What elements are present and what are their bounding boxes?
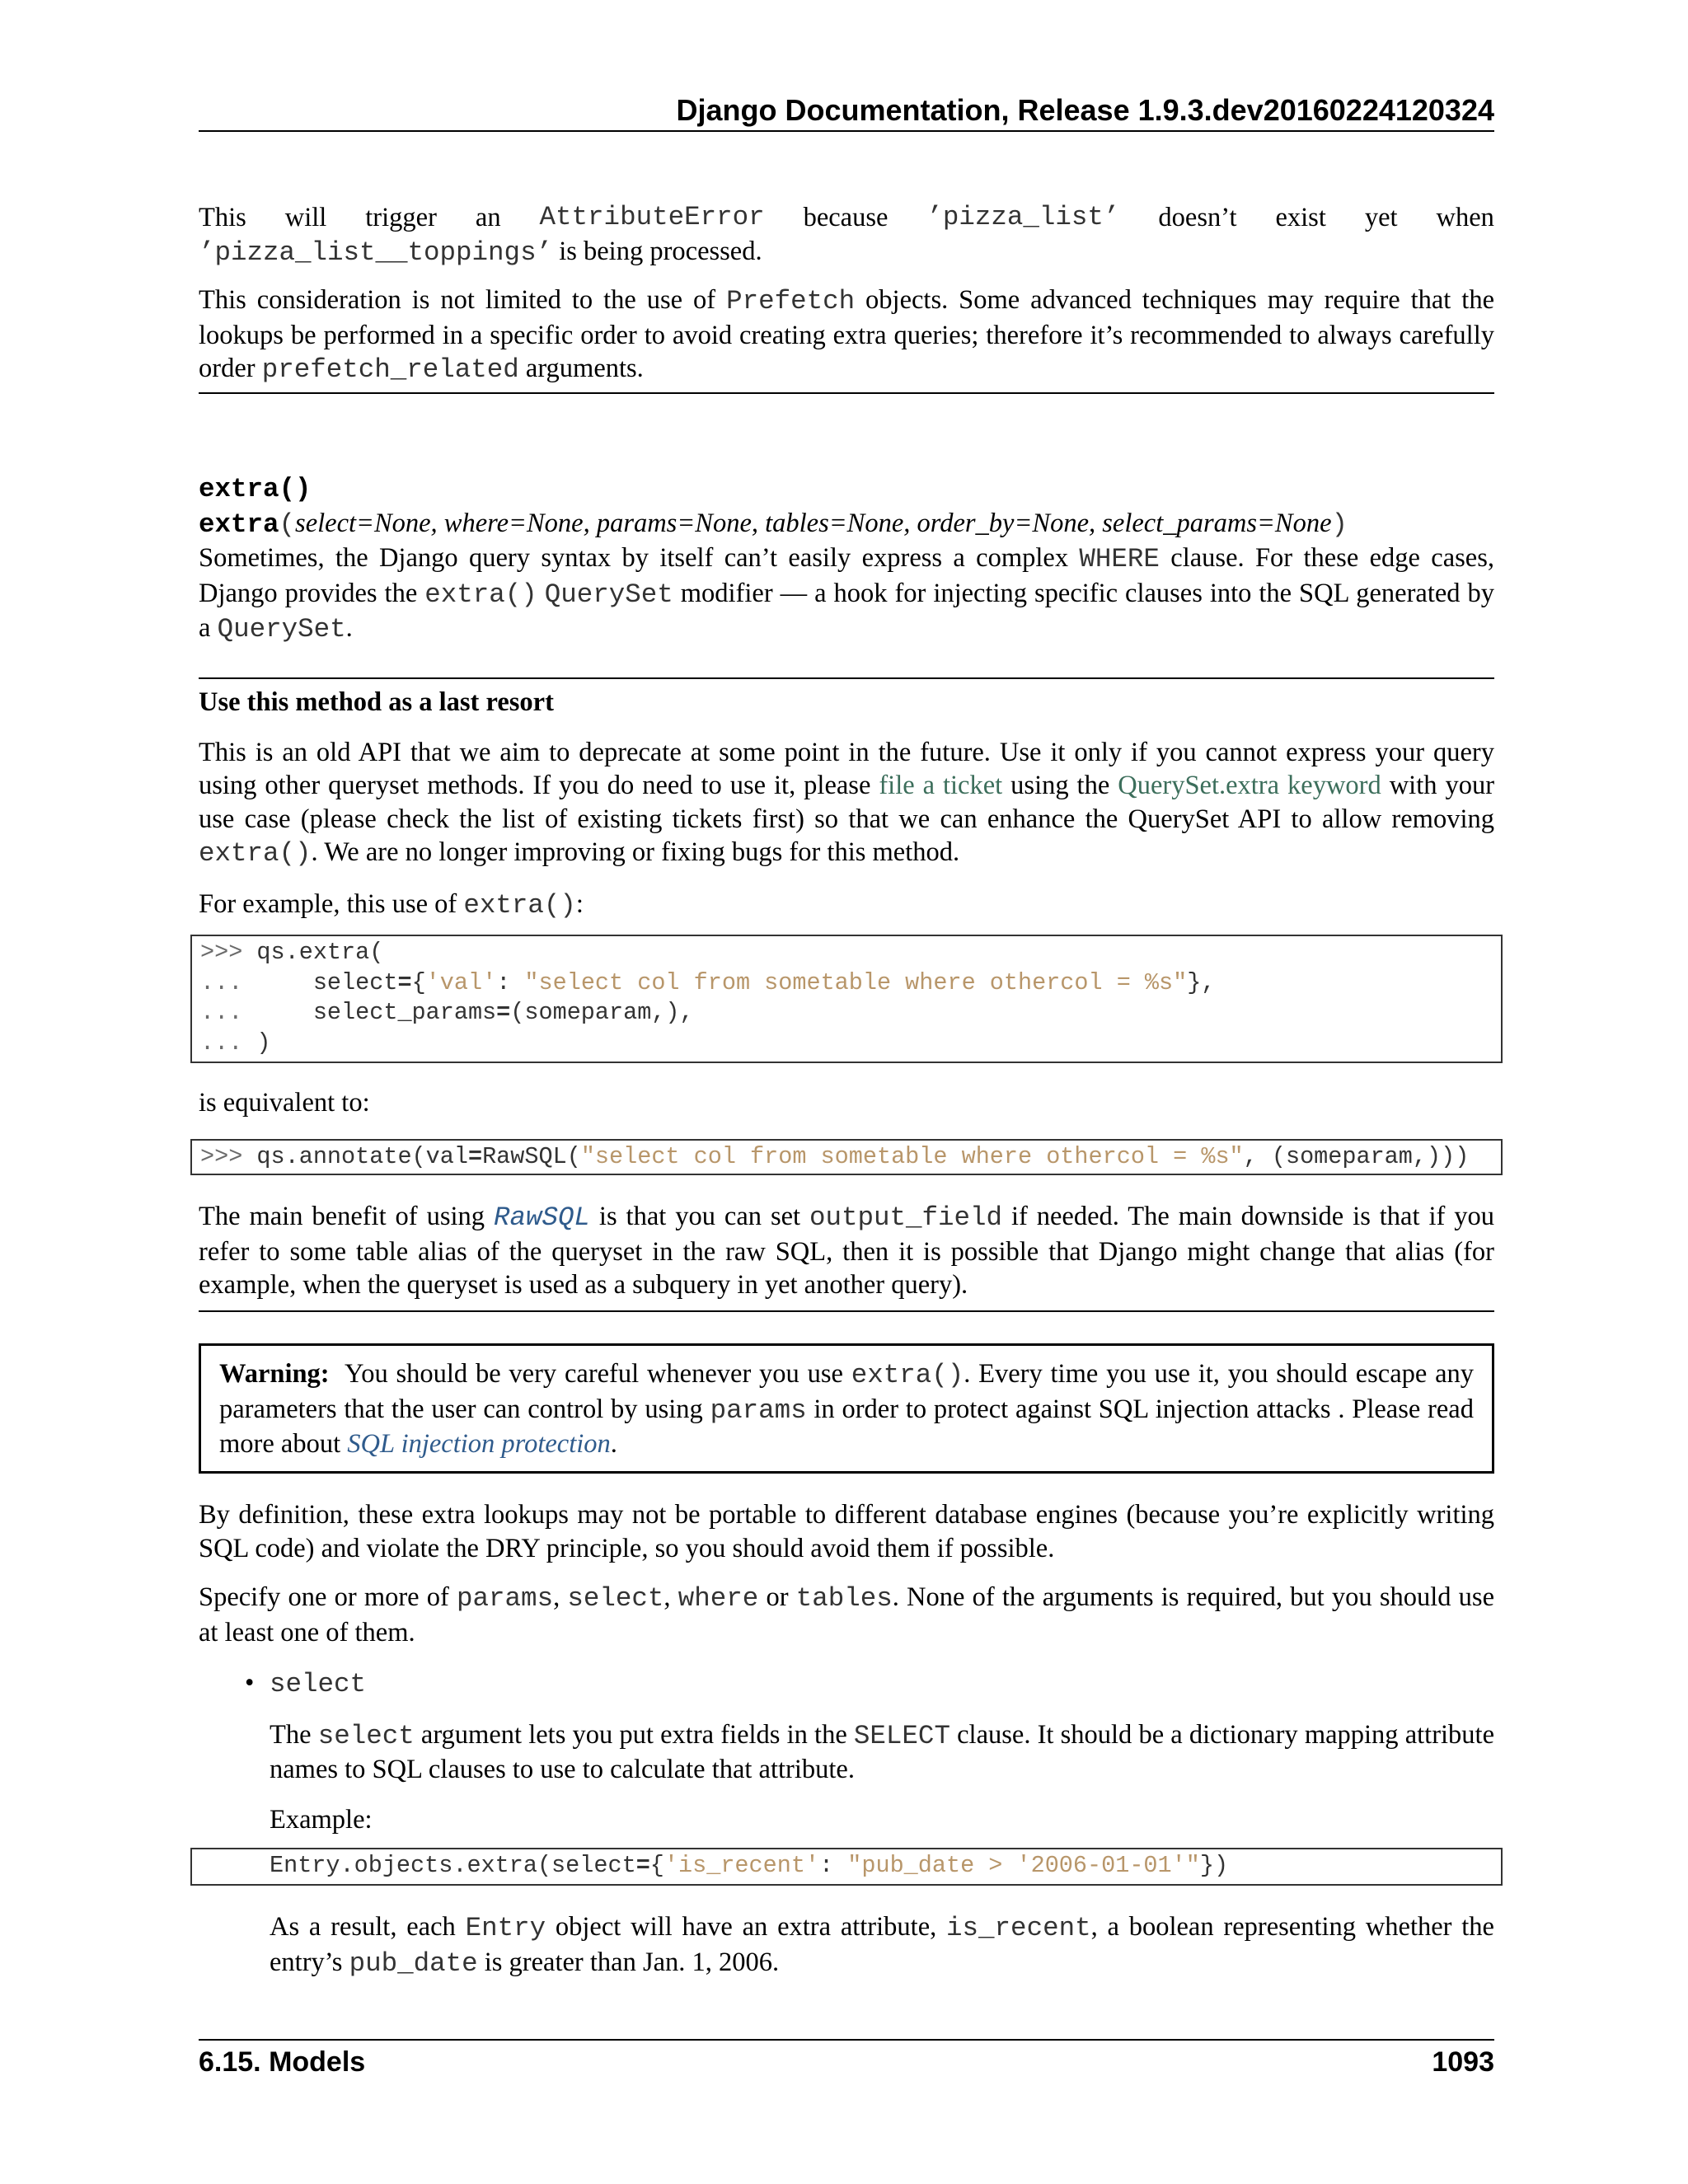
sql-injection-protection-link[interactable]: SQL injection protection bbox=[347, 1429, 611, 1459]
note-paragraph-2: For example, this use of extra(): bbox=[199, 888, 584, 921]
admonition-bottom-rule bbox=[199, 1310, 1494, 1312]
header-rule bbox=[199, 130, 1494, 132]
bullet-marker: • bbox=[245, 1668, 255, 1698]
queryset-extra-keyword-link[interactable]: QuerySet.extra keyword bbox=[1118, 771, 1381, 800]
intro-line-1: This will trigger an AttributeError because ’pizza_list’ doesn’t exist yet when bbox=[199, 201, 1494, 235]
warning-admonition: Warning: You should be very careful whenever you use extra(). Every time you use it, you should escape any parameters that the user can control by using params in order to protect against SQL injection attacks . Please read more about SQL injection protection. bbox=[199, 1343, 1494, 1474]
intro-paragraph-2: This consideration is not limited to the use of Prefetch objects. Some advanced techniques may require that the lookups be performed in a specific order to avoid creating extra queries; therefore it’s recommended to always carefully order prefetch_related arguments. bbox=[199, 285, 1494, 385]
inline-code: prefetch_related bbox=[261, 354, 519, 385]
inline-code: ’pizza_list’ bbox=[926, 202, 1120, 232]
code-line: >>> qs.annotate(val=RawSQL("select col from sometable where othercol = %s", (someparam,))) bbox=[200, 1143, 1470, 1170]
last-resort-note bbox=[199, 686, 1494, 922]
example-label: Example: bbox=[270, 1804, 373, 1835]
bullet-label: select bbox=[270, 1669, 367, 1699]
intro-line-2: ’pizza_list__toppings’ is being processed. bbox=[199, 236, 762, 268]
inline-code: AttributeError bbox=[539, 202, 765, 232]
method-signature: extra(select=None, where=None, params=None, tables=None, order_by=None, select_params=None) bbox=[199, 508, 1348, 540]
definition-paragraph: By definition, these extra lookups may not be portable to different database engines (because you’re explicitly writing SQL code) and violate the DRY principle, so you should avoid them if possible. bbox=[199, 1500, 1494, 1563]
code-line: ... select={'val': "select col from sometable where othercol = %s"}, bbox=[200, 968, 1216, 996]
admonition-top-rule bbox=[199, 677, 1494, 679]
bullet-paragraph-2: As a result, each Entry object will have an extra attribute, is_recent, a boolean representing whether the entry’s pub_date is greater than Jan. 1, 2006. bbox=[270, 1912, 1494, 1979]
rawsql-link[interactable]: RawSQL bbox=[493, 1202, 590, 1233]
code-line: >>> qs.extra( bbox=[200, 939, 384, 966]
inline-code: Prefetch bbox=[726, 286, 856, 316]
arguments-paragraph: Specify one or more of params, select, where or tables. None of the arguments is required, but you should use at least one of them. bbox=[199, 1582, 1494, 1647]
intro-paragraph-1 bbox=[199, 201, 1494, 269]
warning-label: Warning: bbox=[219, 1359, 330, 1389]
code-block-rawsql bbox=[190, 1139, 1503, 1175]
note-paragraph-3: The main benefit of using RawSQL is that you can set output_field if needed. The main downside is that if you refer to some table alias of the queryset in the raw SQL, then it is possible that Django might change that alias (for example, when the queryset is used as a subquery in yet another query). bbox=[199, 1202, 1494, 1300]
code-line: ... select_params=(someparam,), bbox=[200, 999, 694, 1026]
code-line: Entry.objects.extra(select={'is_recent': "pub_date > '2006-01-01'"}) bbox=[270, 1852, 1229, 1879]
code-block-select-example bbox=[190, 1848, 1503, 1886]
inline-code: ’pizza_list__toppings’ bbox=[199, 237, 553, 268]
code-block-extra bbox=[190, 935, 1503, 1063]
method-description: Sometimes, the Django query syntax by itself can’t easily express a complex WHERE clause. For these edge cases, Django provides the extra() QuerySet modifier — a hook for injecting specific clauses into the SQL generated by a QuerySet. bbox=[199, 543, 1494, 644]
bullet-item-select bbox=[270, 1666, 1494, 1836]
page-number: 1093 bbox=[1432, 2046, 1494, 2078]
note-paragraph-1: This is an old API that we aim to deprecate at some point in the future. Use it only if you cannot express your query using other queryset methods. If you do need to use it, please file a ticket using the QuerySet.extra keyword with your use case (please check the list of existing tickets first) so that we can enhance the QuerySet API to allow removing extra(). We are no longer improving or fixing bugs for this method. bbox=[199, 737, 1495, 869]
section-rule bbox=[199, 392, 1494, 394]
bullet-paragraph-1: The select argument lets you put extra fields in the SELECT clause. It should be a dictionary mapping attribute names to SQL clauses to use to calculate that attribute. bbox=[270, 1719, 1495, 1784]
extra-method-block bbox=[199, 471, 1494, 647]
code-line: ... ) bbox=[200, 1029, 271, 1057]
running-header: Django Documentation, Release 1.9.3.dev20160224120324 bbox=[676, 93, 1494, 127]
file-ticket-link[interactable]: file a ticket bbox=[879, 771, 1003, 800]
footer-rule bbox=[199, 2039, 1494, 2041]
footer-section: 6.15. Models bbox=[199, 2046, 366, 2078]
note-title: Use this method as a last resort bbox=[199, 687, 554, 717]
equivalent-label: is equivalent to: bbox=[199, 1088, 370, 1118]
method-heading: extra() bbox=[199, 474, 312, 504]
